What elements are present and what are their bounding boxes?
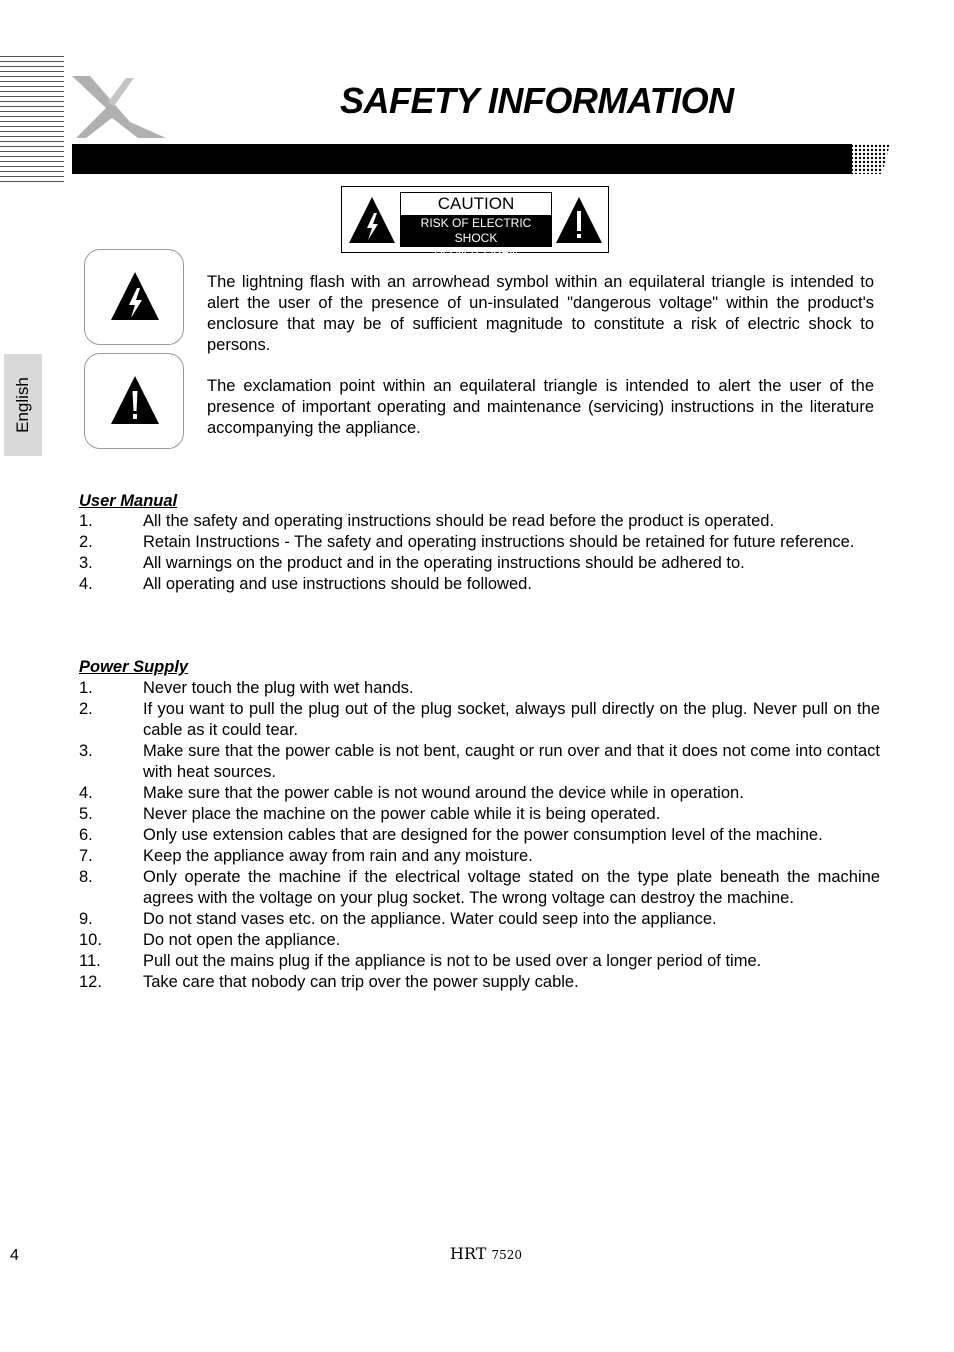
list-item-number: 4. xyxy=(79,784,93,802)
list-item-text: All operating and use instructions should be followed. xyxy=(143,575,532,593)
list-item-text: Never place the machine on the power cable while it is being operated. xyxy=(143,805,661,823)
header-stripes xyxy=(0,56,64,182)
list-item-text: Retain Instructions - The safety and operating instructions should be retained for future reference. xyxy=(143,533,855,551)
caution-label xyxy=(341,186,609,260)
power-supply-list xyxy=(79,678,880,993)
list-item-text: Only operate the machine if the electrical voltage stated on the type plate beneath the machine agrees with the voltage on your plug socket. The wrong voltage can destroy the machine. xyxy=(143,868,880,907)
list-item xyxy=(79,825,880,846)
list-item-text: All the safety and operating instructions should be read before the product is operated. xyxy=(143,512,775,530)
list-item-number: 11. xyxy=(79,952,101,970)
list-item-text: Make sure that the power cable is not wound around the device while in operation. xyxy=(143,784,744,802)
list-item xyxy=(79,846,880,867)
footer-model xyxy=(450,1244,522,1263)
list-item-number: 8. xyxy=(79,868,93,886)
page-title: SAFETY INFORMATION xyxy=(340,80,734,121)
language-tab-label: English xyxy=(13,377,32,433)
list-item-number: 5. xyxy=(79,805,93,823)
list-item-text: All warnings on the product and in the operating instructions should be adhered to. xyxy=(143,554,745,572)
list-item-number: 3. xyxy=(79,742,93,760)
list-item-text: Keep the appliance away from rain and any moisture. xyxy=(143,847,533,865)
title-bar xyxy=(72,144,852,174)
list-item-number: 2. xyxy=(79,533,93,551)
title-bar-dots xyxy=(850,144,890,174)
brand-logo xyxy=(68,72,168,140)
list-item-number: 7. xyxy=(79,847,93,865)
list-item xyxy=(79,930,880,951)
list-item xyxy=(79,972,880,993)
exclamation-triangle-icon xyxy=(109,374,161,426)
caution-text-box xyxy=(400,192,552,260)
list-item xyxy=(79,951,880,972)
list-item xyxy=(79,741,880,783)
list-item xyxy=(79,511,880,532)
user-manual-list xyxy=(79,511,880,595)
caution-line-1: RISK OF ELECTRIC SHOCK xyxy=(420,216,532,245)
exclamation-description: The exclamation point within an equilateral triangle is intended to alert the user of the presence of important operating and maintenance (servicing) instructions in the literature accompanying the appliance. xyxy=(207,377,874,437)
list-item xyxy=(79,699,880,741)
list-item-number: 3. xyxy=(79,554,93,572)
list-item-text: Pull out the mains plug if the appliance is not to be used over a longer period of time. xyxy=(143,952,762,970)
list-item-number: 12. xyxy=(79,973,102,991)
user-manual-heading: User Manual xyxy=(79,492,178,510)
model-number: 7520 xyxy=(491,1248,523,1262)
lightning-warning-icon xyxy=(347,195,397,245)
list-item-text: Do not stand vases etc. on the appliance. Water could seep into the appliance. xyxy=(143,910,717,928)
lightning-symbol-box xyxy=(84,249,184,345)
list-item-number: 2. xyxy=(79,700,93,718)
list-item-text: Only use extension cables that are designed for the power consumption level of the machine. xyxy=(143,826,823,844)
list-item-text: Take care that nobody can trip over the power supply cable. xyxy=(143,973,579,991)
list-item xyxy=(79,574,880,595)
exclamation-warning-icon xyxy=(554,195,604,245)
list-item xyxy=(79,553,880,574)
list-item-text: If you want to pull the plug out of the plug socket, always pull directly on the plug. Never pull on the cable as it could tear. xyxy=(143,700,880,739)
list-item xyxy=(79,532,880,553)
list-item-number: 6. xyxy=(79,826,93,844)
list-item xyxy=(79,804,880,825)
caution-subtext xyxy=(401,215,551,260)
list-item-text: Never touch the plug with wet hands. xyxy=(143,679,414,697)
page-number: 4 xyxy=(10,1247,19,1264)
list-item xyxy=(79,909,880,930)
caution-word: CAUTION xyxy=(437,194,515,213)
lightning-description: The lightning flash with an arrowhead symbol within an equilateral triangle is intended to alert the user of the presence of un-insulated "dangerous voltage" within the product's enclosure that may be of sufficient magnitude to constitute a risk of electric shock to persons. xyxy=(207,273,874,354)
list-item xyxy=(79,867,880,909)
model-name: HRT xyxy=(450,1244,487,1263)
list-item xyxy=(79,783,880,804)
exclamation-symbol-box xyxy=(84,353,184,449)
list-item-text: Make sure that the power cable is not bent, caught or run over and that it does not come into contact with heat sources. xyxy=(143,742,880,781)
list-item xyxy=(79,678,880,699)
list-item-number: 9. xyxy=(79,910,93,928)
list-item-number: 10. xyxy=(79,931,102,949)
list-item-number: 4. xyxy=(79,575,93,593)
power-supply-heading: Power Supply xyxy=(79,658,189,676)
lightning-triangle-icon xyxy=(109,270,161,322)
language-tab xyxy=(4,354,42,456)
list-item-number: 1. xyxy=(79,679,93,697)
list-item-text: Do not open the appliance. xyxy=(143,931,341,949)
list-item-number: 1. xyxy=(79,512,93,530)
caution-line-2: DO NOT OPEN xyxy=(434,246,518,260)
